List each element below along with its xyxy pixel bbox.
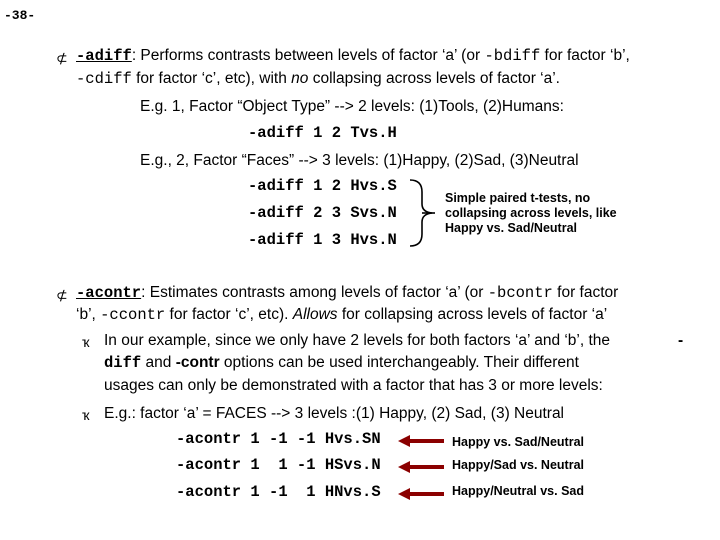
- contrast-code-3: -acontr 1 -1 1 HNvs.S: [176, 483, 381, 501]
- example2-code-2: -adiff 2 3 Svs.N: [248, 204, 397, 222]
- acontr-description-line2: ‘b’, -ccontr for factor ‘c’, etc). Allows for collapsing across levels of factor ‘a’: [76, 306, 608, 324]
- sub-bullet-icon: ҡ: [82, 334, 90, 350]
- sub1-line3: usages can only be demonstrated with a factor that has 3 or more levels:: [104, 377, 603, 394]
- contrast-label-2: Happy/Sad vs. Neutral: [452, 458, 584, 472]
- sub1-line2: diff and -contr options can be used interchangeably. Their different: [104, 354, 579, 372]
- adiff-description-line1: -adiff: Performs contrasts between levels of factor ‘a’ (or -bdiff for factor ‘b’,: [76, 47, 630, 65]
- cdiff-code: -cdiff: [76, 70, 132, 88]
- adiff-term: -adiff: [76, 47, 132, 65]
- bdiff-code: -bdiff: [484, 47, 541, 65]
- contrast-code-2: -acontr 1 1 -1 HSvs.N: [176, 456, 381, 474]
- example2-code-1: -adiff 1 2 Hvs.S: [248, 177, 397, 195]
- arrow-left-icon: [398, 434, 446, 448]
- sub2-line1: E.g.: factor ‘a’ = FACES --> 3 levels :(1) Happy, (2) Sad, (3) Neutral: [104, 405, 565, 422]
- contrast-label-3: Happy/Neutral vs. Sad: [452, 484, 584, 498]
- bullet-icon: ⊄: [56, 287, 68, 303]
- sub1-line1: In our example, since we only have 2 levels for both factors ‘a’ and ‘b’, the: [104, 332, 611, 349]
- example2-text: E.g., 2, Factor “Faces” --> 3 levels: (1)Happy, (2)Sad, (3)Neutral: [140, 152, 579, 169]
- example1-code: -adiff 1 2 Tvs.H: [248, 124, 397, 142]
- bcontr-code: -bcontr: [487, 284, 553, 302]
- sub-bullet-icon: ҡ: [82, 407, 90, 423]
- acontr-description-line1: -acontr: Estimates contrasts among levels of factor ‘a’ (or -bcontr for factor: [76, 284, 619, 302]
- sub1-trailing-dash: -: [678, 332, 684, 349]
- example2-code-3: -adiff 1 3 Hvs.N: [248, 231, 397, 249]
- adiff-description-line2: -cdiff for factor ‘c’, etc), with no collapsing across levels of factor ‘a’.: [76, 70, 560, 88]
- bullet-icon: ⊄: [56, 50, 68, 66]
- ccontr-code: -ccontr: [100, 306, 166, 324]
- curly-brace-icon: [408, 178, 436, 248]
- arrow-left-icon: [398, 487, 446, 501]
- contrast-label-1: Happy vs. Sad/Neutral: [452, 435, 584, 449]
- acontr-term: -acontr: [76, 284, 142, 302]
- arrow-left-icon: [398, 460, 446, 474]
- example1-text: E.g. 1, Factor “Object Type” --> 2 levels: (1)Tools, (2)Humans:: [140, 98, 564, 115]
- page-number: -38-: [4, 8, 36, 23]
- adiff-note: Simple paired t-tests, no collapsing across levels, like Happy vs. Sad/Neutral: [445, 191, 617, 235]
- contrast-code-1: -acontr 1 -1 -1 Hvs.SN: [176, 430, 381, 448]
